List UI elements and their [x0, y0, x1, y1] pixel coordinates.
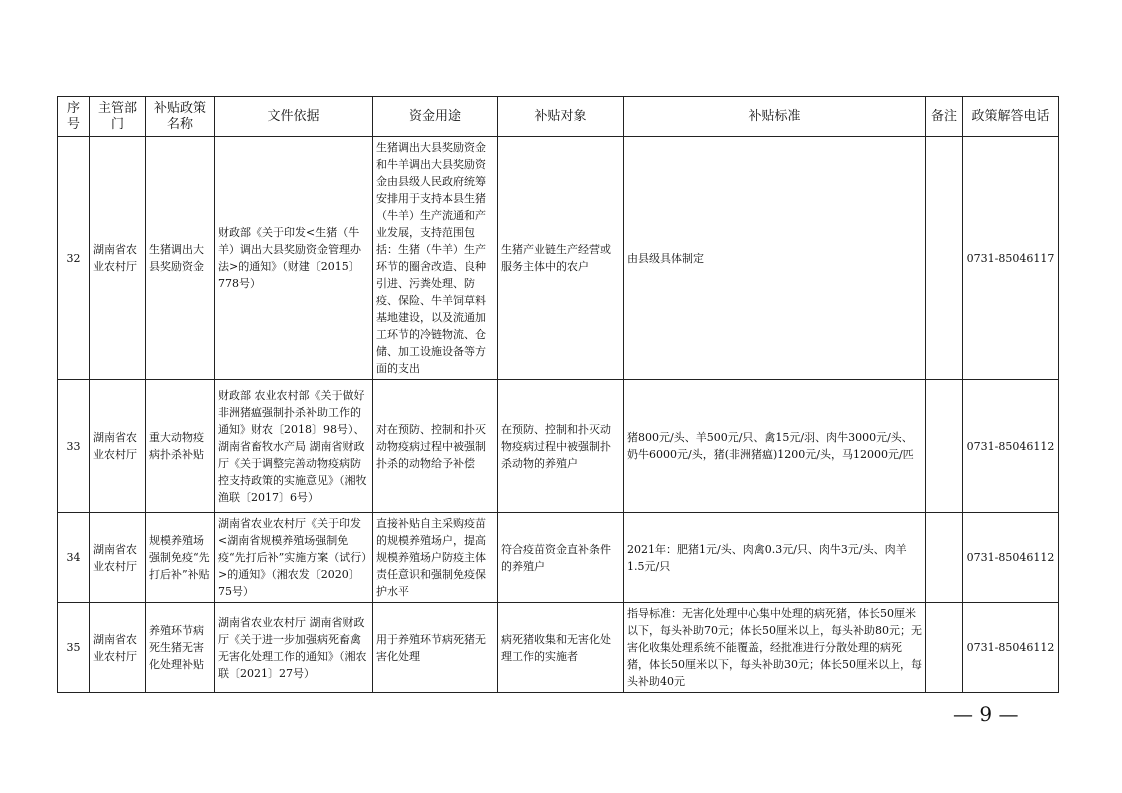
row-basis: 湖南省农业农村厅 湖南省财政厅《关于进一步加强病死畜禽无害化处理工作的通知》（湘农联〔2021〕27号） — [215, 603, 373, 693]
row-dept: 湖南省农业农村厅 — [90, 137, 146, 380]
row-phone: 0731-85046112 — [963, 513, 1059, 603]
row-seq: 34 — [58, 513, 90, 603]
page-number: — 9 — — [953, 702, 1019, 726]
row-standard: 由县级具体制定 — [624, 137, 926, 380]
header-target: 补贴对象 — [498, 97, 624, 137]
table-row — [58, 137, 1059, 380]
row-phone: 0731-85046117 — [963, 137, 1059, 380]
row-seq: 33 — [58, 380, 90, 513]
row-policy-name: 生猪调出大县奖励资金 — [146, 137, 215, 380]
row-usage: 生猪调出大县奖励资金和牛羊调出大县奖励资金由县级人民政府统筹安排用于支持本县生猪（牛羊）生产流通和产业发展，支持范围包括：生猪（牛羊）生产环节的圈舍改造、良种引进、污粪处理、防疫、保险、牛羊饲草料基地建设，以及流通加工环节的冷链物流、仓储、加工设施设备等方面的支出 — [373, 137, 498, 380]
row-standard: 指导标准：无害化处理中心集中处理的病死猪，体长50厘米以下，每头补助70元；体长50厘米以上，每头补助80元；无害化收集处理系统不能覆盖，经批准进行分散处理的病死猪，体长50厘米以下，每头补助30元；体长50厘米以上，每头补助40元 — [624, 603, 926, 693]
header-row — [58, 97, 1059, 137]
row-standard: 2021年：肥猪1元/头、肉禽0.3元/只、肉牛3元/头、肉羊1.5元/只 — [624, 513, 926, 603]
row-dept: 湖南省农业农村厅 — [90, 603, 146, 693]
header-policy-name: 补贴政策名称 — [146, 97, 215, 137]
row-dept: 湖南省农业农村厅 — [90, 380, 146, 513]
row-remark — [926, 603, 963, 693]
header-standard: 补贴标准 — [624, 97, 926, 137]
row-phone: 0731-85046112 — [963, 380, 1059, 513]
subsidy-policy-table — [57, 96, 1059, 693]
row-basis: 财政部 农业农村部《关于做好非洲猪瘟强制扑杀补助工作的通知》财农〔2018〕98号）、湖南省畜牧水产局 湖南省财政厅《关于调整完善动物疫病防控支持政策的实施意见》（湘牧渔联〔2017〕6号） — [215, 380, 373, 513]
row-target: 符合疫苗资金直补条件的养殖户 — [498, 513, 624, 603]
row-usage: 直接补贴自主采购疫苗的规模养殖场户，提高规模养殖场户防疫主体责任意识和强制免疫保护水平 — [373, 513, 498, 603]
header-remark: 备注 — [926, 97, 963, 137]
row-standard: 猪800元/头、羊500元/只、禽15元/羽、肉牛3000元/头、奶牛6000元/头，猪(非洲猪瘟)1200元/头，马12000元/匹 — [624, 380, 926, 513]
row-phone: 0731-85046112 — [963, 603, 1059, 693]
row-remark — [926, 513, 963, 603]
header-seq: 序号 — [58, 97, 90, 137]
row-policy-name: 养殖环节病死生猪无害化处理补贴 — [146, 603, 215, 693]
row-target: 生猪产业链生产经营或服务主体中的农户 — [498, 137, 624, 380]
row-usage: 对在预防、控制和扑灭动物疫病过程中被强制扑杀的动物给予补偿 — [373, 380, 498, 513]
row-usage: 用于养殖环节病死猪无害化处理 — [373, 603, 498, 693]
row-remark — [926, 137, 963, 380]
header-basis: 文件依据 — [215, 97, 373, 137]
row-target: 病死猪收集和无害化处理工作的实施者 — [498, 603, 624, 693]
row-target: 在预防、控制和扑灭动物疫病过程中被强制扑杀动物的养殖户 — [498, 380, 624, 513]
row-policy-name: 规模养殖场强制免疫“先打后补”补贴 — [146, 513, 215, 603]
header-usage: 资金用途 — [373, 97, 498, 137]
header-phone: 政策解答电话 — [963, 97, 1059, 137]
header-dept: 主管部门 — [90, 97, 146, 137]
row-policy-name: 重大动物疫病扑杀补贴 — [146, 380, 215, 513]
table-row — [58, 380, 1059, 513]
row-basis: 财政部《关于印发<生猪（牛羊）调出大县奖励资金管理办法>的通知》（财建〔2015〕778号） — [215, 137, 373, 380]
row-remark — [926, 380, 963, 513]
table-row — [58, 513, 1059, 603]
row-seq: 35 — [58, 603, 90, 693]
table-row — [58, 603, 1059, 693]
row-basis: 湖南省农业农村厅《关于印发<湖南省规模养殖场强制免疫“先打后补”实施方案（试行）>的通知》（湘农发〔2020〕75号） — [215, 513, 373, 603]
row-seq: 32 — [58, 137, 90, 380]
row-dept: 湖南省农业农村厅 — [90, 513, 146, 603]
